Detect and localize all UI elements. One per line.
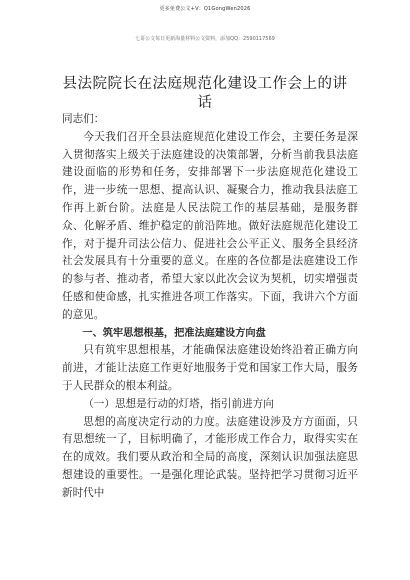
intro-paragraph: 今天我们召开全县法庭规范化建设工作会，主要任务是深入贯彻落实上级关于法庭建设的决策部署，分析当前我县法庭建设面临的形势和任务，安排部署下一步法庭规范化建设工作，进一步统一思想、提高认识、凝聚合力，推动我县法庭工作再上新台阶。法庭是人民法院工作的基层基础，是服务群众、化解矛盾、维护稳定的前沿阵地。做好法庭规范化建设工作，对于提升司法公信力、促进社会公平正义、服务全县经济社会发展具有十分重要的意义。在座的各位都是法庭建设工作的参与者、推动者，希望大家以此次会议为契机，切实增强责任感和使命感，扎实推进各项工作落实。下面，我讲六个方面的意见。 <box>62 130 358 321</box>
subsection-1-paragraph: 思想的高度决定行动的力度。法庭建设涉及方方面面，只有思想统一了，目标明确了，才能形成工作合力，取得实实在在的成效。我们要从政治和全局的高度，深刻认识加强法庭思想建设的重要性。一是强化理论武装。坚持把学习贯彻习近平新时代中 <box>62 415 358 499</box>
greeting: 同志们： <box>62 113 105 125</box>
header-sub-note: 七哥公文每日更新海量材料公文资料，添加QQ：2590117569 <box>135 36 275 42</box>
subsection-heading-1: （一）思想是行动的灯塔，指引前进方向 <box>83 397 274 410</box>
section-1-paragraph: 只有筑牢思想根基，才能确保法庭建设始终沿着正确方向前进，才能让法庭工作更好地服务于党和国家工作大局，服务于人民群众的根本利益。 <box>62 344 358 392</box>
header-promo-note: 更多免费公文+V：Q1GongWen2026 <box>159 6 251 12</box>
document-title: 县法院院长在法庭规范化建设工作会上的讲话 <box>62 76 348 111</box>
section-heading-1: 一、筑牢思想根基，把准法庭建设方向盘 <box>82 327 266 339</box>
document-body <box>62 111 358 503</box>
